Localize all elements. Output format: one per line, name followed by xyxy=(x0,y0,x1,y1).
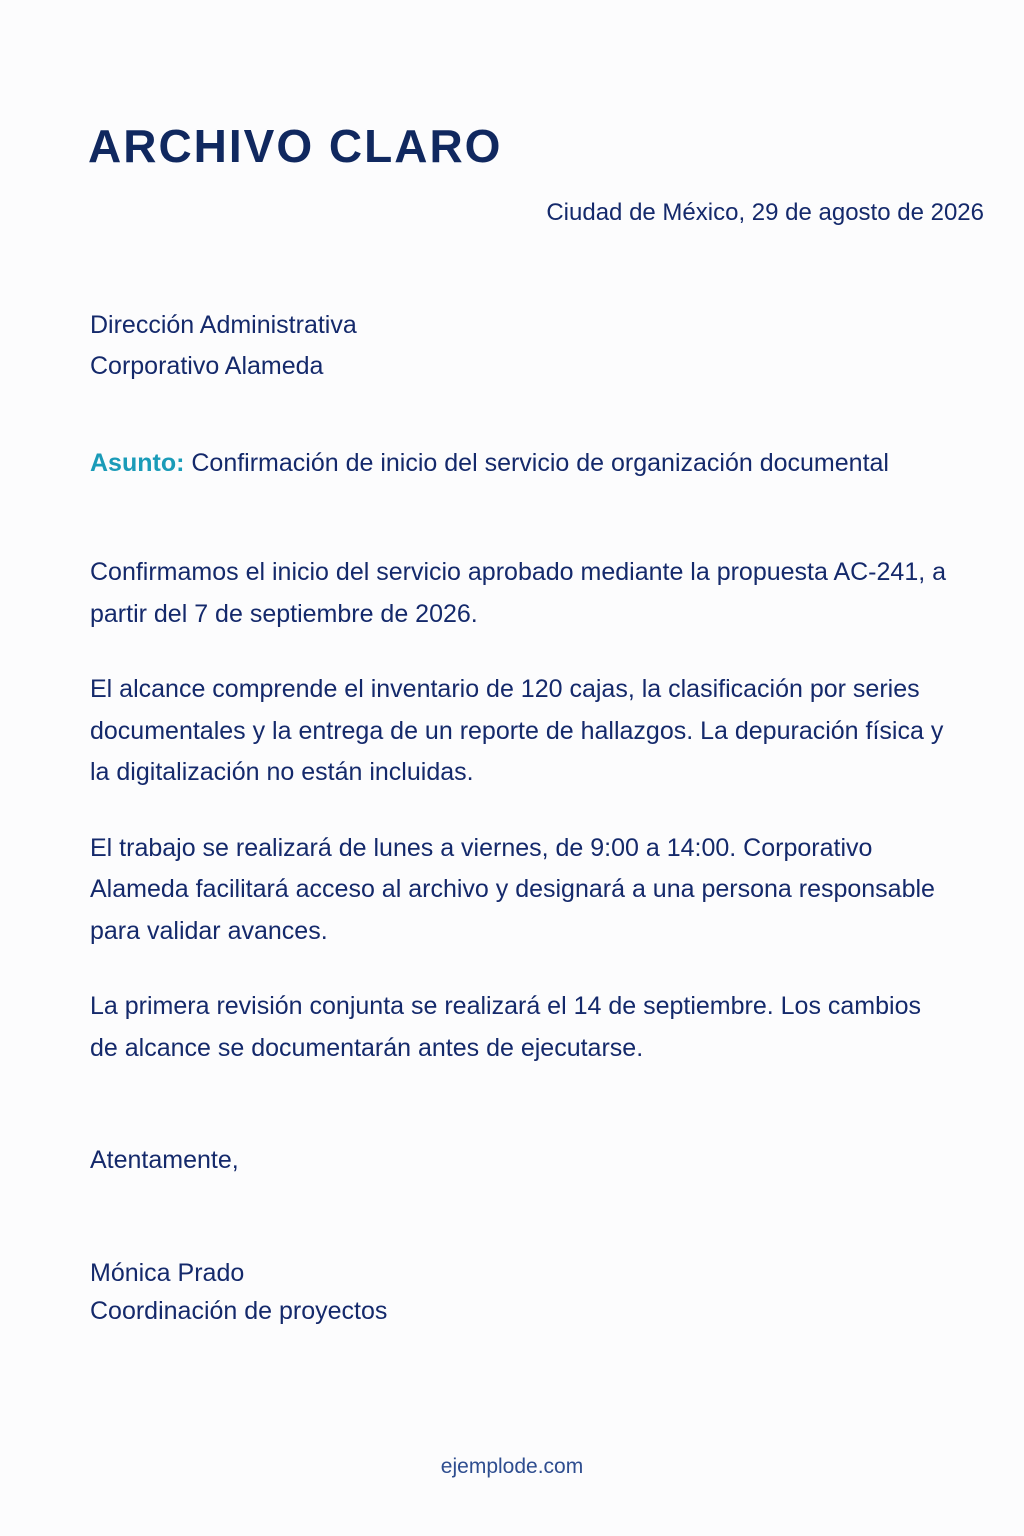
footer-website: ejemplode.com xyxy=(440,1455,584,1478)
letter-body xyxy=(90,552,950,1103)
body-paragraph: El alcance comprende el inventario de 120 cajas, la clasificación por series documentales y la entrega de un reporte de hallazgos. La depuración física y la digitalización no están incluidas. xyxy=(90,675,944,786)
subject-text: Confirmación de inicio del servicio de organización documental xyxy=(191,449,889,477)
subject-line xyxy=(90,444,889,482)
recipient-organization: Corporativo Alameda xyxy=(90,352,324,380)
recipient-block xyxy=(90,305,357,387)
body-paragraph: La primera revisión conjunta se realizará el 14 de septiembre. Los cambios de alcance se documentarán antes de ejecutarse. xyxy=(90,992,921,1062)
signer-name: Mónica Prado xyxy=(90,1259,245,1287)
body-paragraph: Confirmamos el inicio del servicio aprobado mediante la propuesta AC-241, a partir del 7 de septiembre de 2026. xyxy=(90,558,947,628)
signature-block xyxy=(90,1254,387,1330)
closing-salutation: Atentamente, xyxy=(90,1146,239,1174)
body-paragraph: El trabajo se realizará de lunes a viernes, de 9:00 a 14:00. Corporativo Alameda facilitará acceso al archivo y designará a una persona responsable para validar avances. xyxy=(90,833,935,945)
signer-title: Coordinación de proyectos xyxy=(90,1297,388,1325)
recipient-department: Dirección Administrativa xyxy=(90,311,357,339)
company-letterhead: ARCHIVO CLARO xyxy=(88,120,503,172)
letter-date: Ciudad de México, 29 de agosto de 2026 xyxy=(546,199,984,226)
subject-label: Asunto: xyxy=(90,449,185,477)
